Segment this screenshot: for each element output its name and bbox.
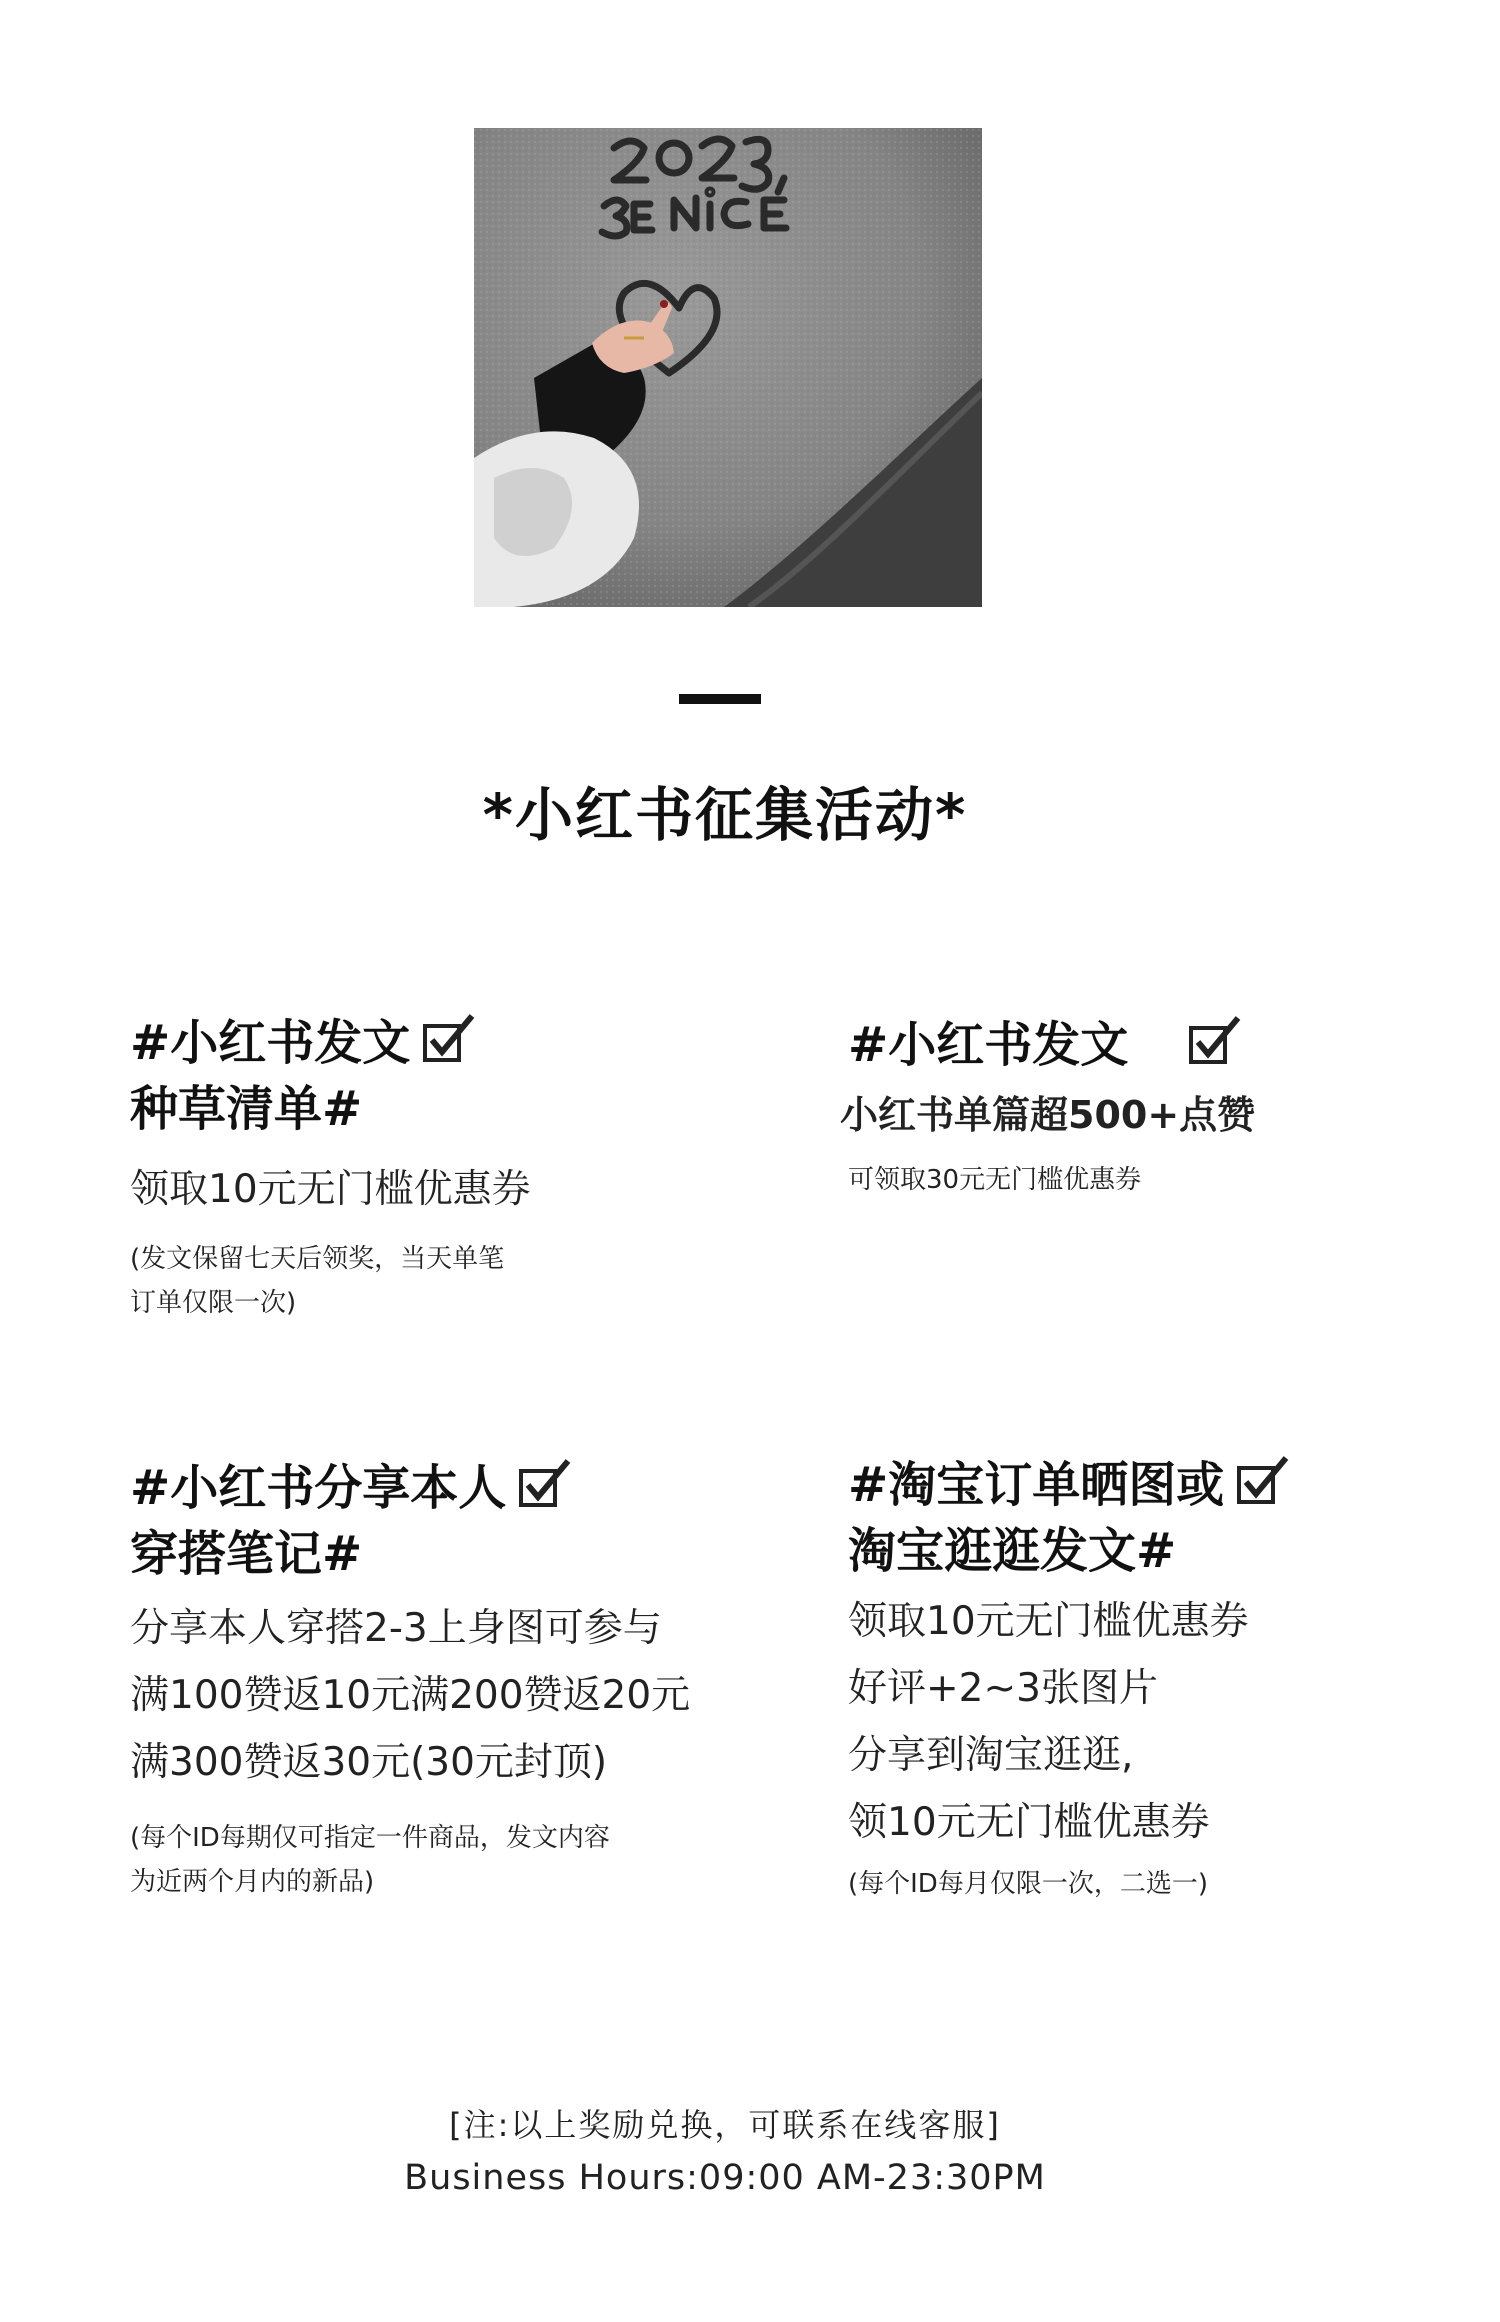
card-title-line: 穿搭笔记#: [130, 1526, 363, 1582]
divider-bar: [679, 694, 761, 704]
page-title: *小红书征集活动*: [482, 781, 968, 849]
card-body-line: 领取10元无门槛优惠券: [848, 1599, 1249, 1644]
card-xhs-likes: [840, 1012, 1256, 1202]
card-body-line: 满300赞返30元(30元封顶): [130, 1740, 608, 1785]
card-body-line: 小红书单篇超500+点赞: [840, 1093, 1256, 1137]
card-outfit-share: [130, 1455, 690, 1904]
card-body-line: 分享到淘宝逛逛,: [848, 1733, 1134, 1778]
card-body-line: 分享本人穿搭2-3上身图可参与: [130, 1606, 662, 1651]
card-note-line: (发文保留七天后领奖，当天单笔: [130, 1244, 505, 1274]
checkbox-checked-icon: [1188, 1016, 1246, 1068]
snow-heart-image: [474, 128, 982, 607]
card-body-line: 领取10元无门槛优惠券: [130, 1167, 531, 1212]
card-title-line: 种草清单#: [130, 1081, 363, 1137]
card-note-line: (每个ID每月仅限一次，二选一): [848, 1869, 1208, 1899]
card-title-line: #小红书发文: [848, 1017, 1129, 1073]
card-title-line: #小红书发文: [130, 1015, 411, 1071]
card-xhs-post: [130, 1010, 531, 1325]
checkbox-checked-icon: [422, 1014, 480, 1066]
hero-photo: [474, 128, 982, 607]
footer-note: [注:以上奖励兑换，可联系在线客服]: [449, 2106, 1001, 2144]
card-title-line: #小红书分享本人: [130, 1460, 507, 1516]
card-note-line: 订单仅限一次): [130, 1288, 297, 1318]
checkbox-checked-icon: [1236, 1456, 1294, 1508]
card-note-line: (每个ID每期仅可指定一件商品，发文内容: [130, 1823, 610, 1853]
card-body-line: 领10元无门槛优惠券: [848, 1800, 1210, 1845]
checkbox-checked-icon: [518, 1459, 576, 1511]
business-hours: Business Hours:09:00 AM-23:30PM: [404, 2158, 1046, 2198]
card-taobao-review: [848, 1452, 1294, 1906]
card-title-line: 淘宝逛逛发文#: [848, 1523, 1177, 1579]
card-body-line: 好评+2~3张图片: [848, 1666, 1158, 1711]
card-title-line: #淘宝订单晒图或: [848, 1457, 1225, 1513]
card-note-line: 可领取30元无门槛优惠券: [848, 1165, 1142, 1195]
card-body-line: 满100赞返10元满200赞返20元: [130, 1673, 691, 1718]
card-note-line: 为近两个月内的新品): [130, 1867, 375, 1897]
